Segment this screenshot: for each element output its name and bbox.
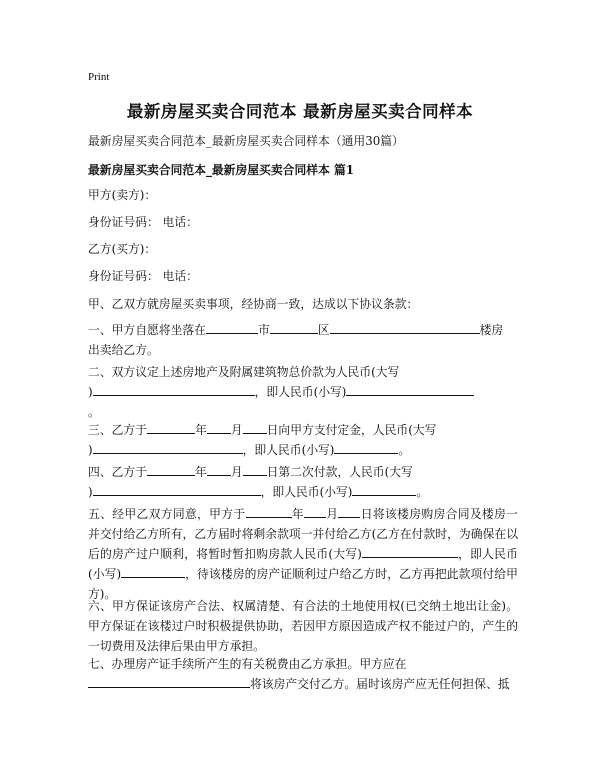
blank-total-lowercase (346, 382, 474, 396)
blank-handover-day (338, 504, 360, 518)
document-title: 最新房屋买卖合同范本 最新房屋买卖合同样本 (126, 102, 474, 121)
clause-5-text: 五、经甲乙双方同意，甲方于 (88, 507, 246, 521)
clause-4-text: 四、乙方于 (88, 465, 147, 479)
clause-5-year: 年 (291, 507, 304, 521)
clause-4-year: 年 (195, 465, 207, 479)
clause-1-district: 区 (317, 323, 330, 337)
blank-district (270, 320, 318, 334)
clause-2-text: 二、双方议定上述房地产及附属建筑物总价款为人民币(大写 (88, 365, 400, 379)
party-a-id-line: 身份证号码： 电话： (88, 215, 198, 229)
clause-7-end: 将该房产交付乙方。届时该房产应无任何担保、抵 (250, 677, 510, 691)
blank-second-lowercase (352, 482, 416, 496)
clause-3-end: 。 (398, 443, 411, 457)
clause-5-end: ，待该楼房的房产证顺利过户给乙方时，乙方再把此款项付给甲方)。 (88, 567, 518, 601)
blank-handover-date (88, 674, 250, 688)
clause-7-text: 七、办理房产证手续所产生的有关税费由乙方承担。甲方应在 (88, 657, 407, 671)
clause-6: 六、甲方保证该房产合法、权属清楚、有合法的土地使用权(已交纳土地出让金)。甲方保证在该楼过户时积极提供协助，若因甲方原因造成产权不能过户的，产生的一切费用及法律后果由甲方承担。 (88, 599, 518, 653)
clause-3 (88, 420, 518, 460)
document-subtitle: 最新房屋买卖合同范本_最新房屋买卖合同样本（通用30篇） (88, 134, 404, 148)
clause-3-paren: ) (88, 443, 93, 457)
clause-1 (88, 320, 518, 360)
blank-deposit-uppercase (93, 440, 243, 454)
blank-second-month (207, 462, 231, 476)
clause-3-lowercase: ，即人民币(小写) (242, 443, 335, 457)
clause-5 (88, 504, 518, 604)
clause-4-lowercase: ，即人民币(小写) (260, 485, 353, 499)
clause-1-building: 楼房 (479, 323, 504, 337)
blank-deposit-year (147, 420, 195, 434)
blank-second-uppercase (93, 482, 261, 496)
blank-second-year (147, 462, 195, 476)
blank-handover-year (246, 504, 292, 518)
clause-1-end: 出卖给乙方。 (88, 343, 159, 357)
clause-4-paren: ) (88, 485, 93, 499)
blank-handover-month (304, 504, 326, 518)
clause-7 (88, 654, 518, 694)
clause-5-month: 月 (325, 507, 339, 521)
blank-address (330, 320, 480, 334)
clause-2 (88, 362, 518, 422)
clause-4-end: 。 (416, 485, 429, 499)
blank-withheld-lowercase (121, 564, 185, 578)
blank-total-uppercase (93, 382, 255, 396)
clause-3-day: 日向甲方支付定金，人民币(大写 (266, 423, 437, 437)
clause-4-month: 月 (230, 465, 243, 479)
clause-3-month: 月 (230, 423, 243, 437)
section-heading: 最新房屋买卖合同范本_最新房屋买卖合同样本 篇1 (88, 163, 354, 177)
clause-1-text: 一、甲方自愿将坐落在 (88, 323, 206, 337)
clause-1-city: 市 (257, 323, 270, 337)
party-b-id-line: 身份证号码： 电话： (88, 269, 198, 283)
blank-deposit-day (243, 420, 267, 434)
clause-3-year: 年 (195, 423, 207, 437)
blank-deposit-lowercase (334, 440, 398, 454)
clause-5-lowercase: ，即人民币(小写) (88, 547, 518, 581)
print-label: Print (88, 71, 110, 83)
blank-city (206, 320, 258, 334)
clause-2-lowercase: ，即人民币(小写) (254, 385, 347, 399)
blank-deposit-month (207, 420, 231, 434)
clause-2-paren: ) (88, 385, 93, 399)
clause-5-body: 日将该楼房购房合同及楼房一并交付给乙方所有，乙方届时将剩余款项一并付给乙方(乙方在付款时，为确保在以后的房产过户顺利，将暂时暂扣购房款人民币(大写) (88, 507, 518, 561)
blank-second-day (243, 462, 267, 476)
clause-2-end: 。 (88, 405, 100, 419)
blank-withheld-uppercase (362, 544, 458, 558)
clause-4-day: 日第二次付款，人民币(大写 (266, 465, 413, 479)
party-a-label: 甲方(卖方)： (88, 188, 157, 202)
party-b-label: 乙方(买方)： (88, 242, 157, 256)
clause-4 (88, 462, 518, 502)
clause-3-text: 三、乙方于 (88, 423, 147, 437)
agreement-intro: 甲、乙双方就房屋买卖事项，经协商一致，达成以下协议条款： (88, 297, 419, 311)
